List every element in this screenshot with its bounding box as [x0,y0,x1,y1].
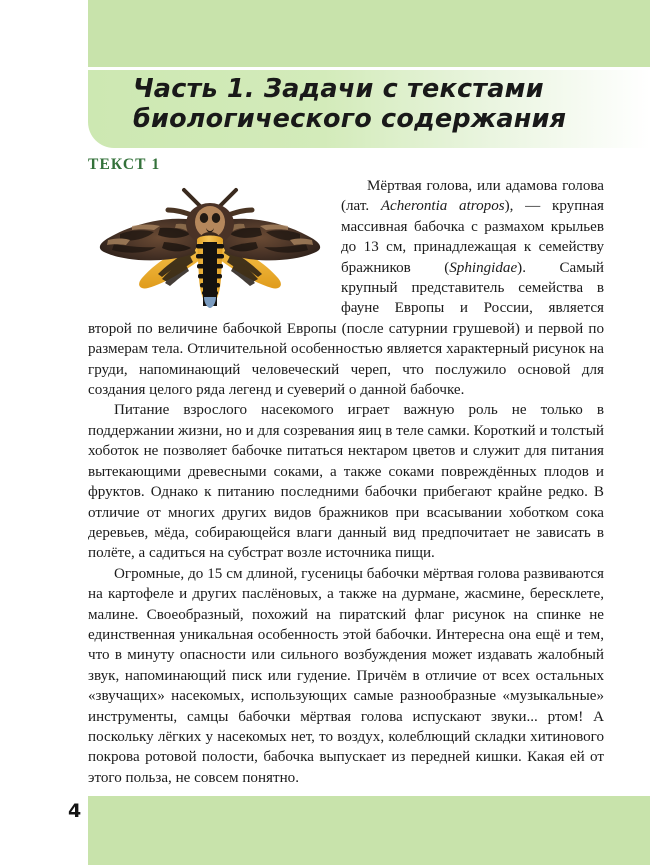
paragraph-2: Питание взрослого насекомого играет важную роль не только в поддержании жизни, но и для созревания яиц в теле самки. Короткий и толстый хоботок не позволяет бабочке питаться нектаром цветов и служит для питания вытекающими древесными соками, а также соками повреждённых плодов и фруктов. Однако к питанию последними бабочки прибегают крайне редко. В отличие от многих других видов бражников при всасывании хоботком сока деревьев, мёда, собирающейся влаги данный вид предпочитает не зависать в полёте, а садиться на субстрат возле источника пищи. [88,402,604,562]
page-title-line-1: Часть 1. Задачи с текстами [133,74,544,104]
page-title-line-2: биологического содержания [133,104,567,134]
p1-latin-name-species: Acherontia atropos [380,198,505,215]
bottom-decorative-band [88,796,650,865]
moth-figure [90,182,330,314]
page-number: 4 [68,800,82,822]
p1-part-3: ). Самый крупный представитель семейства в фауне Европы и России, является второй по величине бабочкой Европы (после сатурнии грушевой) и первой по размерам тела. Отличительной особенностью является характерный рисунок на груди, напоминающий человеческий череп, что послужило основой для создания целого ряда легенд и суеверий о данной бабочке. [88,259,604,399]
top-decorative-band [88,0,650,67]
paragraph-3: Огромные, до 15 см длиной, гусеницы бабочки мёртвая голова развиваются на картофеле и других паслёновых, а также на дурмане, жасмине, бересклете, малине. Своеобразный, похожий на пиратский флаг рисунок на спинке не единственная уникальная особенность этой бабочки. Интересна она ещё и тем, что в минуту опасности или сильного возбуждения может издавать жалобный звук, напоминающий писк или гудение. Причём в отличие от всех остальных «звучащих» насекомых, использующих самые разнообразные «музыкальные» инструменты, самцы бабочки мёртвая голова испускают звуки... ртом! А поскольку лёгких у насекомых нет, то воздух, колеблющий складки хитинового покрова ротовой полости, бабочка выпускает из передней кишки. Какая ей от этого польза, не совсем понятно. [88,565,604,786]
page-title [133,74,603,134]
deaths-head-moth-illustration [90,182,330,314]
abdomen [196,236,224,309]
p1-part-1: Мёртвая голова, или адамова голова (лат. [341,178,604,215]
p1-latin-name-family: Sphingidae [449,259,518,276]
section-label: ТЕКСТ 1 [88,156,161,173]
p1-part-2: ), — крупная массивная бабочка с размахом крыльев до 13 см, принадлежащая к семейству бражников ( [341,198,605,276]
